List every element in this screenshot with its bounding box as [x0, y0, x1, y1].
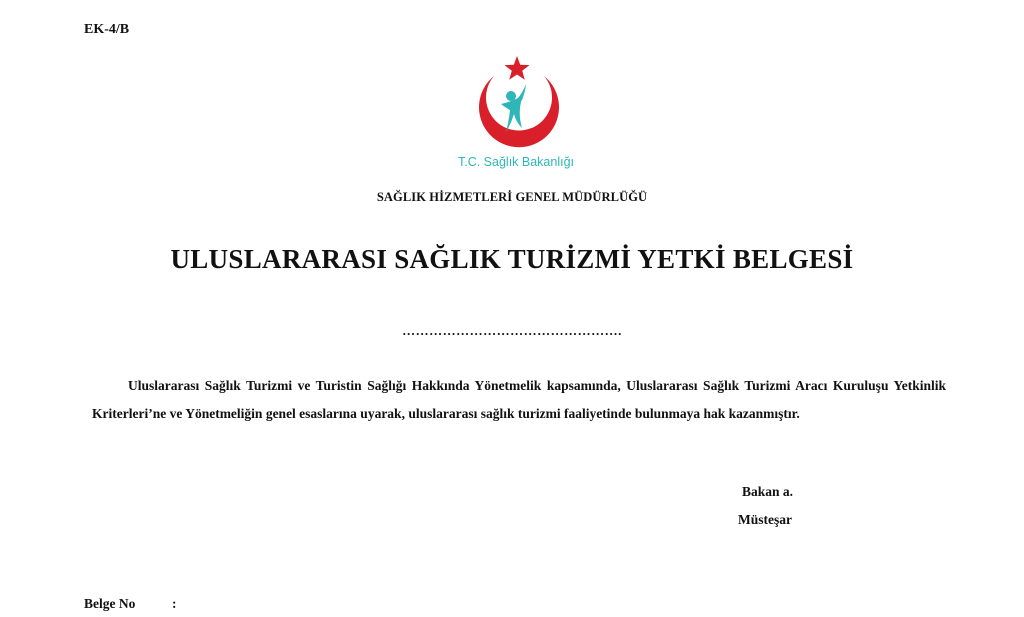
- annex-code: EK-4/B: [84, 22, 130, 37]
- figure-head: [506, 91, 516, 101]
- star-shape: [505, 56, 530, 80]
- ministry-emblem-icon: [452, 52, 580, 176]
- holder-name-placeholder: ………………………………………….: [402, 323, 622, 338]
- signature-line-2: Müsteşar: [738, 512, 792, 527]
- directorate-heading: SAĞLIK HİZMETLERİ GENEL MÜDÜRLÜĞÜ: [376, 190, 648, 204]
- ministry-name-text: T.C. Sağlık Bakanlığı: [457, 155, 575, 169]
- figure-body: [501, 84, 526, 132]
- ministry-logo: [452, 52, 580, 176]
- document-title: ULUSLARARASI SAĞLIK TURİZMİ YETKİ BELGESİ: [170, 244, 854, 274]
- signature-line-1: Bakan a.: [742, 484, 794, 499]
- certificate-number-label: Belge No: [84, 596, 136, 611]
- certificate-number-colon: :: [172, 596, 177, 611]
- certificate-body-text: Uluslararası Sağlık Turizmi ve Turistin Sağlığı Hakkında Yönetmelik kapsamında, Uluslararası Sağlık Turizmi Aracı Kuruluşu Yetkinlik Kriterleri’ne ve Yönetmeliğin genel esaslarına uyarak, uluslararası sağlık turizmi faaliyetinde bulunmaya hak kazanmıştır.: [92, 378, 946, 421]
